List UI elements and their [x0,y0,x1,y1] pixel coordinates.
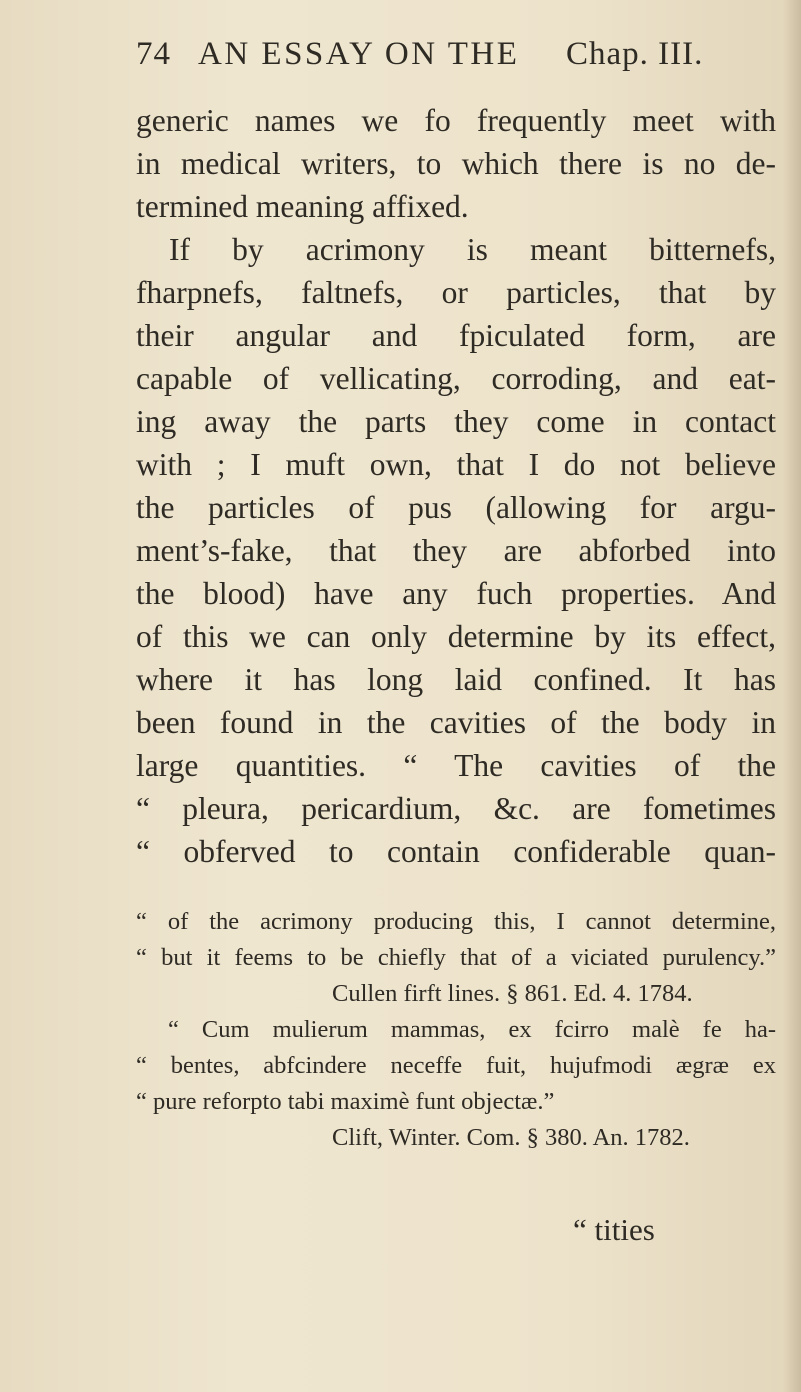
text-line: “ obferved to contain confiderable quan- [136,834,776,869]
text-line: fharpnefs, faltnefs, or particles, that by [136,275,776,310]
page-number: 74 [136,36,171,72]
footnote-line: “ pure reforpto tabi maximè funt objectæ.” [136,1088,555,1115]
catchword: “ tities [573,1212,655,1247]
text-line: capable of vellicating, corroding, and eat- [136,361,776,396]
text-line: ment’s-fake, that they are abforbed into [136,533,776,568]
text-line: in medical writers, to which there is no de- [136,146,776,181]
text-line: “ pleura, pericardium, &c. are fometimes [136,791,776,826]
text-line: termined meaning affixed. [136,189,469,224]
footnote-line: “ but it feems to be chiefly that of a viciated purulency.” [136,944,776,971]
footnote-line: “ of the acrimony producing this, I cannot determine, [136,908,776,935]
text-line: where it has long laid confined. It has [136,662,776,697]
page-header [136,36,776,80]
footnote-citation: Clift, Winter. Com. § 380. An. 1782. [332,1124,690,1151]
footnote-line: “ bentes, abfcindere neceffe fuit, hujufmodi ægræ ex [136,1052,776,1079]
chapter-label: Chap. III. [566,36,704,72]
text-line: their angular and fpiculated form, are [136,318,776,353]
footnote-citation: Cullen firft lines. § 861. Ed. 4. 1784. [332,980,693,1007]
text-line: the particles of pus (allowing for argu- [136,490,776,525]
running-title: AN ESSAY ON THE [198,36,520,72]
text-line: of this we can only determine by its effect, [136,619,776,654]
text-line: with ; I muft own, that I do not believe [136,447,776,482]
text-line: generic names we fo frequently meet with [136,103,776,138]
text-line: If by acrimony is meant bitternefs, [169,232,776,267]
page-edge-shadow [783,0,801,1392]
footnote-line: “ Cum mulierum mammas, ex fcirro malè fe ha- [168,1016,776,1043]
text-line: ing away the parts they come in contact [136,404,776,439]
text-line: large quantities. “ The cavities of the [136,748,776,783]
text-line: been found in the cavities of the body in [136,705,776,740]
text-line: the blood) have any fuch properties. And [136,576,776,611]
